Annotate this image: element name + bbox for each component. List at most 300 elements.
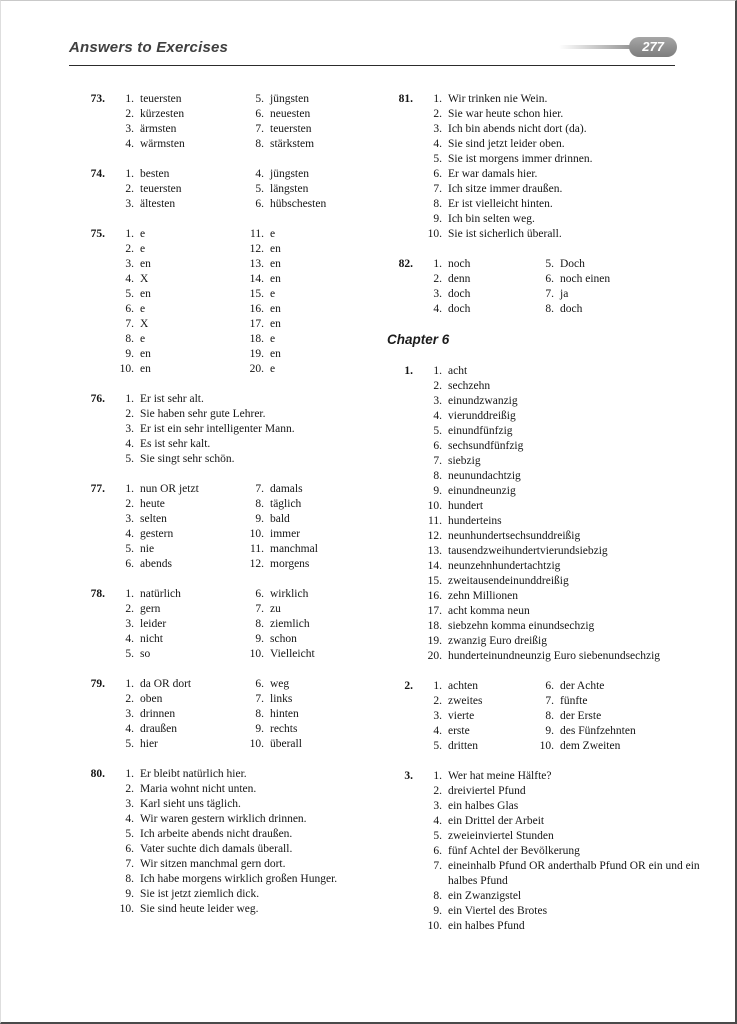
answer-item — [112, 842, 377, 857]
answer-item-text: en — [270, 303, 281, 315]
answer-item — [112, 482, 242, 497]
answer-item — [242, 332, 377, 347]
answer-item-number: 8. — [433, 890, 442, 902]
answer-item-text: ein Viertel des Brotes — [448, 905, 548, 917]
answer-item-text: stärkstem — [270, 138, 315, 150]
exercise-body — [112, 392, 377, 467]
answer-item-number: 8. — [433, 470, 442, 482]
answer-item-text: ja — [560, 288, 569, 300]
answer-item-number: 2. — [433, 380, 442, 392]
exercise-79 — [79, 677, 377, 752]
answer-item-number: 4. — [433, 303, 442, 315]
answer-item-number: 4. — [125, 138, 134, 150]
answer-item-text: siebzehn komma einundsechzig — [448, 620, 595, 632]
answer-item — [112, 257, 242, 272]
answer-item-number: 4. — [255, 168, 264, 180]
answer-item — [420, 709, 532, 724]
answer-item — [420, 889, 705, 904]
answer-item-number: 3. — [433, 710, 442, 722]
answer-item-text: Maria wohnt nicht unten. — [140, 783, 257, 795]
answer-sub-column — [242, 482, 377, 572]
answer-item-number: 2. — [125, 108, 134, 120]
answer-item-number: 16. — [427, 590, 442, 602]
answer-item-number: 18. — [249, 333, 264, 345]
answer-item — [242, 647, 377, 662]
answer-item — [112, 167, 242, 182]
answer-item-number: 11. — [428, 515, 442, 527]
answer-item-text: da OR dort — [140, 678, 192, 690]
exercise-number: 82. — [398, 258, 413, 270]
answer-item-number: 12. — [427, 530, 442, 542]
answer-item-number: 5. — [433, 740, 442, 752]
answer-item-number: 9. — [255, 513, 264, 525]
answer-item-text: teuersten — [140, 183, 182, 195]
answer-item-number: 10. — [249, 528, 264, 540]
answer-item-number: 5. — [433, 830, 442, 842]
exercise-3 — [387, 769, 705, 934]
answer-item — [420, 454, 705, 469]
answer-item — [242, 92, 377, 107]
answer-sub-column — [242, 587, 377, 662]
answer-item — [420, 649, 705, 664]
answer-sub-column — [242, 167, 377, 212]
answer-item-text: Sie sind heute leider weg. — [140, 903, 259, 915]
answer-item-text: siebzig — [448, 455, 481, 467]
answer-item-text: Sie sind jetzt leider oben. — [448, 138, 565, 150]
answer-item-text: X — [140, 318, 149, 330]
answer-item — [242, 482, 377, 497]
answer-item-text: Er ist vielleicht hinten. — [448, 198, 553, 210]
answer-item — [532, 679, 705, 694]
answer-item-text: en — [270, 258, 281, 270]
answer-item-text: neuesten — [270, 108, 311, 120]
answer-item-number: 3. — [125, 423, 134, 435]
answer-item-number: 9. — [433, 485, 442, 497]
answer-item-text: neunundachtzig — [448, 470, 521, 482]
answer-item-number: 20. — [249, 363, 264, 375]
exercise-number: 75. — [90, 228, 105, 240]
answer-item — [420, 227, 705, 242]
answer-item-text: neunhundertsechsunddreißig — [448, 530, 581, 542]
answer-item — [112, 437, 377, 452]
answer-item-text: vierunddreißig — [448, 410, 516, 422]
answer-item — [420, 904, 705, 919]
answer-item-number: 7. — [255, 603, 264, 615]
answer-item — [112, 197, 242, 212]
answer-item-number: 1. — [125, 228, 134, 240]
answer-item-text: acht — [448, 365, 468, 377]
answer-item-number: 1. — [433, 365, 442, 377]
answer-item-text: jüngsten — [270, 93, 309, 105]
answer-item-text: noch — [448, 258, 471, 270]
answer-item-text: en — [270, 348, 281, 360]
answer-item-text: Vater suchte dich damals überall. — [140, 843, 293, 855]
answer-item-text: Vielleicht — [270, 648, 315, 660]
answer-item-text: zehn Millionen — [448, 590, 518, 602]
answer-item-number: 9. — [433, 905, 442, 917]
answer-item-text: selten — [140, 513, 167, 525]
answer-item-number: 2. — [125, 243, 134, 255]
answer-item-number: 6. — [255, 108, 264, 120]
answer-item-text: Sie ist jetzt ziemlich dick. — [140, 888, 260, 900]
page-number: 277 — [629, 37, 677, 57]
page-header — [1, 1, 735, 57]
answer-item-text: sechsundfünfzig — [448, 440, 524, 452]
answer-item — [112, 737, 242, 752]
answer-item — [112, 407, 377, 422]
answer-item-number: 5. — [255, 183, 264, 195]
answer-item-text: Er ist ein sehr intelligenter Mann. — [140, 423, 295, 435]
answer-item-text: Er bleibt natürlich hier. — [140, 768, 247, 780]
answer-item-text: e — [270, 363, 276, 375]
answer-item — [112, 812, 377, 827]
answer-item-text: dem Zweiten — [560, 740, 621, 752]
answer-item-number: 6. — [125, 558, 134, 570]
answer-item-number: 4. — [125, 438, 134, 450]
answer-item — [420, 107, 705, 122]
answer-item-number: 9. — [255, 633, 264, 645]
answer-item-number: 7. — [125, 858, 134, 870]
answer-item — [420, 197, 705, 212]
exercise-number: 76. — [90, 393, 105, 405]
answer-item-number: 14. — [249, 273, 264, 285]
answer-item-text: kürzesten — [140, 108, 185, 120]
answer-item-number: 7. — [255, 693, 264, 705]
answer-item-number: 8. — [255, 618, 264, 630]
answer-item-text: hinten — [270, 708, 299, 720]
answer-sub-column — [420, 257, 532, 317]
answer-item-number: 10. — [119, 903, 134, 915]
answer-item-text: natürlich — [140, 588, 181, 600]
exercise-body — [420, 92, 705, 242]
answer-item — [242, 122, 377, 137]
answer-item-text: wärmsten — [140, 138, 185, 150]
chapter-heading: Chapter 6 — [387, 332, 450, 347]
answer-item-text: acht komma neun — [448, 605, 530, 617]
answer-item — [420, 257, 532, 272]
answer-sub-column — [420, 769, 705, 934]
answer-item-number: 5. — [433, 425, 442, 437]
answer-item-number: 6. — [255, 678, 264, 690]
answer-item — [242, 602, 377, 617]
exercise-number: 79. — [90, 678, 105, 690]
answer-item — [420, 784, 705, 799]
answer-item-text: leider — [140, 618, 167, 630]
exercise-number: 3. — [404, 770, 413, 782]
answer-item-number: 8. — [545, 303, 554, 315]
answer-item — [242, 197, 377, 212]
answer-item-number: 7. — [255, 123, 264, 135]
answer-item-number: 1. — [125, 768, 134, 780]
answer-item — [112, 542, 242, 557]
answer-item-text: ein halbes Pfund — [448, 920, 525, 932]
answer-item-text: oben — [140, 693, 163, 705]
answer-item-text: e — [140, 333, 146, 345]
answer-item — [532, 724, 705, 739]
answer-item — [420, 694, 532, 709]
answer-item-text: heute — [140, 498, 165, 510]
answer-item-text: morgens — [270, 558, 310, 570]
answer-item-text: wirklich — [270, 588, 309, 600]
answer-item-text: e — [270, 333, 276, 345]
answer-item — [112, 527, 242, 542]
exercise-body — [112, 167, 377, 212]
answer-item-text: jüngsten — [270, 168, 309, 180]
answer-item-number: 20. — [427, 650, 442, 662]
answer-item — [112, 707, 242, 722]
answer-item-number: 6. — [433, 440, 442, 452]
answers-content — [1, 66, 735, 949]
answer-item-number: 3. — [125, 198, 134, 210]
answer-item-text: en — [140, 288, 151, 300]
answer-item — [420, 499, 705, 514]
answer-item-number: 1. — [125, 93, 134, 105]
answer-item-number: 10. — [249, 738, 264, 750]
answer-item-text: en — [140, 258, 151, 270]
answer-item — [420, 212, 705, 227]
answer-item-number: 3. — [433, 288, 442, 300]
answer-item-number: 7. — [545, 695, 554, 707]
answer-item-number: 4. — [433, 725, 442, 737]
answer-item-text: hunderteins — [448, 515, 502, 527]
answer-item-text: e — [270, 228, 276, 240]
answer-item-number: 3. — [125, 798, 134, 810]
answer-item-text: schon — [270, 633, 297, 645]
answer-item — [420, 379, 705, 394]
answer-item-number: 10. — [119, 363, 134, 375]
answer-item-text: vierte — [448, 710, 475, 722]
answer-item-number: 3. — [125, 618, 134, 630]
answer-item — [112, 392, 377, 407]
answer-item-number: 10. — [427, 500, 442, 512]
answer-item-text: fünf Achtel der Bevölkerung — [448, 845, 580, 857]
answer-item-text: erste — [448, 725, 470, 737]
answer-item — [112, 512, 242, 527]
answer-item — [242, 527, 377, 542]
answer-item — [532, 257, 705, 272]
answer-item — [242, 707, 377, 722]
answer-item-text: Wir trinken nie Wein. — [448, 93, 548, 105]
answer-item — [420, 799, 705, 814]
answer-item-number: 1. — [433, 258, 442, 270]
answer-item — [242, 497, 377, 512]
exercise-74 — [79, 167, 377, 212]
left-column — [79, 92, 377, 949]
answer-item-text: hier — [140, 738, 158, 750]
exercise-75 — [79, 227, 377, 377]
answer-item-text: noch einen — [560, 273, 611, 285]
answer-item-number: 1. — [433, 680, 442, 692]
exercise-81 — [387, 92, 705, 242]
answer-item-number: 4. — [125, 723, 134, 735]
page-title: Answers to Exercises — [69, 38, 229, 56]
answer-item-text: Wer hat meine Hälfte? — [448, 770, 552, 782]
answer-item — [420, 439, 705, 454]
answer-item-text: ziemlich — [270, 618, 310, 630]
answer-item — [112, 92, 242, 107]
answer-item — [420, 272, 532, 287]
answer-item — [420, 182, 705, 197]
answer-item — [420, 604, 705, 619]
right-column — [387, 92, 705, 949]
answer-item — [242, 692, 377, 707]
answer-item — [420, 302, 532, 317]
exercise-body — [112, 482, 377, 572]
answer-item — [420, 152, 705, 167]
answer-item — [242, 512, 377, 527]
answer-item — [112, 722, 242, 737]
answer-item-text: en — [140, 363, 151, 375]
answer-item-text: Ich arbeite abends nicht draußen. — [140, 828, 293, 840]
answer-item — [242, 272, 377, 287]
answer-item-number: 5. — [125, 738, 134, 750]
answer-item-text: e — [140, 228, 146, 240]
answer-item-text: gestern — [140, 528, 174, 540]
answer-item — [420, 589, 705, 604]
answer-item-number: 4. — [433, 410, 442, 422]
answer-item-number: 17. — [249, 318, 264, 330]
answer-item-text: ein Drittel der Arbeit — [448, 815, 545, 827]
answer-item-text: teuersten — [270, 123, 312, 135]
answer-item — [420, 859, 705, 889]
answer-item — [242, 632, 377, 647]
answer-item-number: 8. — [255, 498, 264, 510]
answer-item-number: 5. — [433, 153, 442, 165]
answer-item-text: zwanzig Euro dreißig — [448, 635, 547, 647]
answer-item-number: 16. — [249, 303, 264, 315]
answer-item — [112, 557, 242, 572]
answer-item-text: einundfünfzig — [448, 425, 513, 437]
answer-item-text: Ich bin selten weg. — [448, 213, 535, 225]
answer-item-number: 8. — [433, 198, 442, 210]
answer-item — [420, 122, 705, 137]
answer-item — [420, 544, 705, 559]
answer-item-number: 4. — [125, 813, 134, 825]
answer-item — [112, 347, 242, 362]
answer-item-number: 9. — [545, 725, 554, 737]
answer-item — [532, 287, 705, 302]
answer-item-number: 9. — [433, 213, 442, 225]
answer-item — [112, 332, 242, 347]
answer-item-number: 6. — [433, 168, 442, 180]
answer-item — [242, 107, 377, 122]
badge-swoosh-line — [559, 45, 637, 49]
answer-item-number: 2. — [433, 785, 442, 797]
answer-item-text: Ich bin abends nicht dort (da). — [448, 123, 587, 135]
exercise-77 — [79, 482, 377, 572]
answer-item-number: 5. — [255, 93, 264, 105]
answer-item-number: 5. — [125, 543, 134, 555]
answer-item — [112, 122, 242, 137]
answer-item — [242, 722, 377, 737]
answer-item — [420, 814, 705, 829]
answer-item-text: draußen — [140, 723, 178, 735]
answer-item-number: 7. — [255, 483, 264, 495]
answer-item — [112, 827, 377, 842]
answer-item — [112, 137, 242, 152]
answer-item-text: damals — [270, 483, 303, 495]
answer-item-number: 1. — [433, 93, 442, 105]
answer-item-number: 6. — [545, 273, 554, 285]
answer-item-text: ein halbes Glas — [448, 800, 519, 812]
answer-item-number: 3. — [433, 395, 442, 407]
answer-item-text: täglich — [270, 498, 302, 510]
answer-item-number: 4. — [433, 815, 442, 827]
answer-item-number: 1. — [125, 168, 134, 180]
answer-item — [420, 484, 705, 499]
answer-item-text: nun OR jetzt — [140, 483, 199, 495]
answer-item-text: Sie ist morgens immer drinnen. — [448, 153, 593, 165]
answer-item-number: 3. — [433, 800, 442, 812]
answer-item-number: 9. — [125, 888, 134, 900]
answer-item-text: doch — [448, 303, 471, 315]
answer-item — [420, 92, 705, 107]
answer-sub-column — [532, 679, 705, 754]
answer-item — [420, 679, 532, 694]
answer-item — [112, 182, 242, 197]
exercise-body — [420, 364, 705, 664]
answer-item-number: 13. — [427, 545, 442, 557]
answer-item — [420, 634, 705, 649]
answer-item — [112, 227, 242, 242]
answer-item — [420, 559, 705, 574]
answer-item-number: 6. — [255, 588, 264, 600]
answer-item-number: 4. — [125, 528, 134, 540]
answer-item-text: so — [140, 648, 151, 660]
answer-item — [420, 769, 705, 784]
answer-item — [112, 617, 242, 632]
answer-item — [242, 227, 377, 242]
answer-item — [112, 362, 242, 377]
answer-item-text: Er war damals hier. — [448, 168, 538, 180]
answer-item — [532, 739, 705, 754]
answer-item-number: 2. — [433, 695, 442, 707]
answer-item-number: 15. — [427, 575, 442, 587]
answer-item-number: 9. — [125, 348, 134, 360]
answer-item-text: nicht — [140, 633, 163, 645]
answer-item-number: 19. — [427, 635, 442, 647]
answer-item — [532, 302, 705, 317]
exercise-number: 77. — [90, 483, 105, 495]
exercise-body — [112, 677, 377, 752]
answer-item — [242, 347, 377, 362]
answer-item-number: 6. — [255, 198, 264, 210]
answer-item-number: 17. — [427, 605, 442, 617]
answer-item-text: Sie singt sehr schön. — [140, 453, 235, 465]
answer-item-number: 4. — [125, 273, 134, 285]
answer-item — [242, 677, 377, 692]
answer-item-text: Er ist sehr alt. — [140, 393, 204, 405]
answer-item — [242, 257, 377, 272]
answer-item-number: 10. — [249, 648, 264, 660]
answer-item — [112, 887, 377, 902]
answer-item — [420, 287, 532, 302]
answer-item-number: 7. — [433, 183, 442, 195]
answer-item-text: manchmal — [270, 543, 318, 555]
answer-item — [532, 272, 705, 287]
answer-item-number: 1. — [125, 483, 134, 495]
answer-item — [420, 514, 705, 529]
answer-item — [242, 167, 377, 182]
answer-item-number: 19. — [249, 348, 264, 360]
answer-item-number: 2. — [125, 603, 134, 615]
page-number-badge — [559, 37, 677, 57]
answer-item-text: en — [140, 348, 151, 360]
answer-item — [112, 782, 377, 797]
answer-item-number: 10. — [539, 740, 554, 752]
answer-item — [242, 137, 377, 152]
answer-item-number: 8. — [255, 138, 264, 150]
